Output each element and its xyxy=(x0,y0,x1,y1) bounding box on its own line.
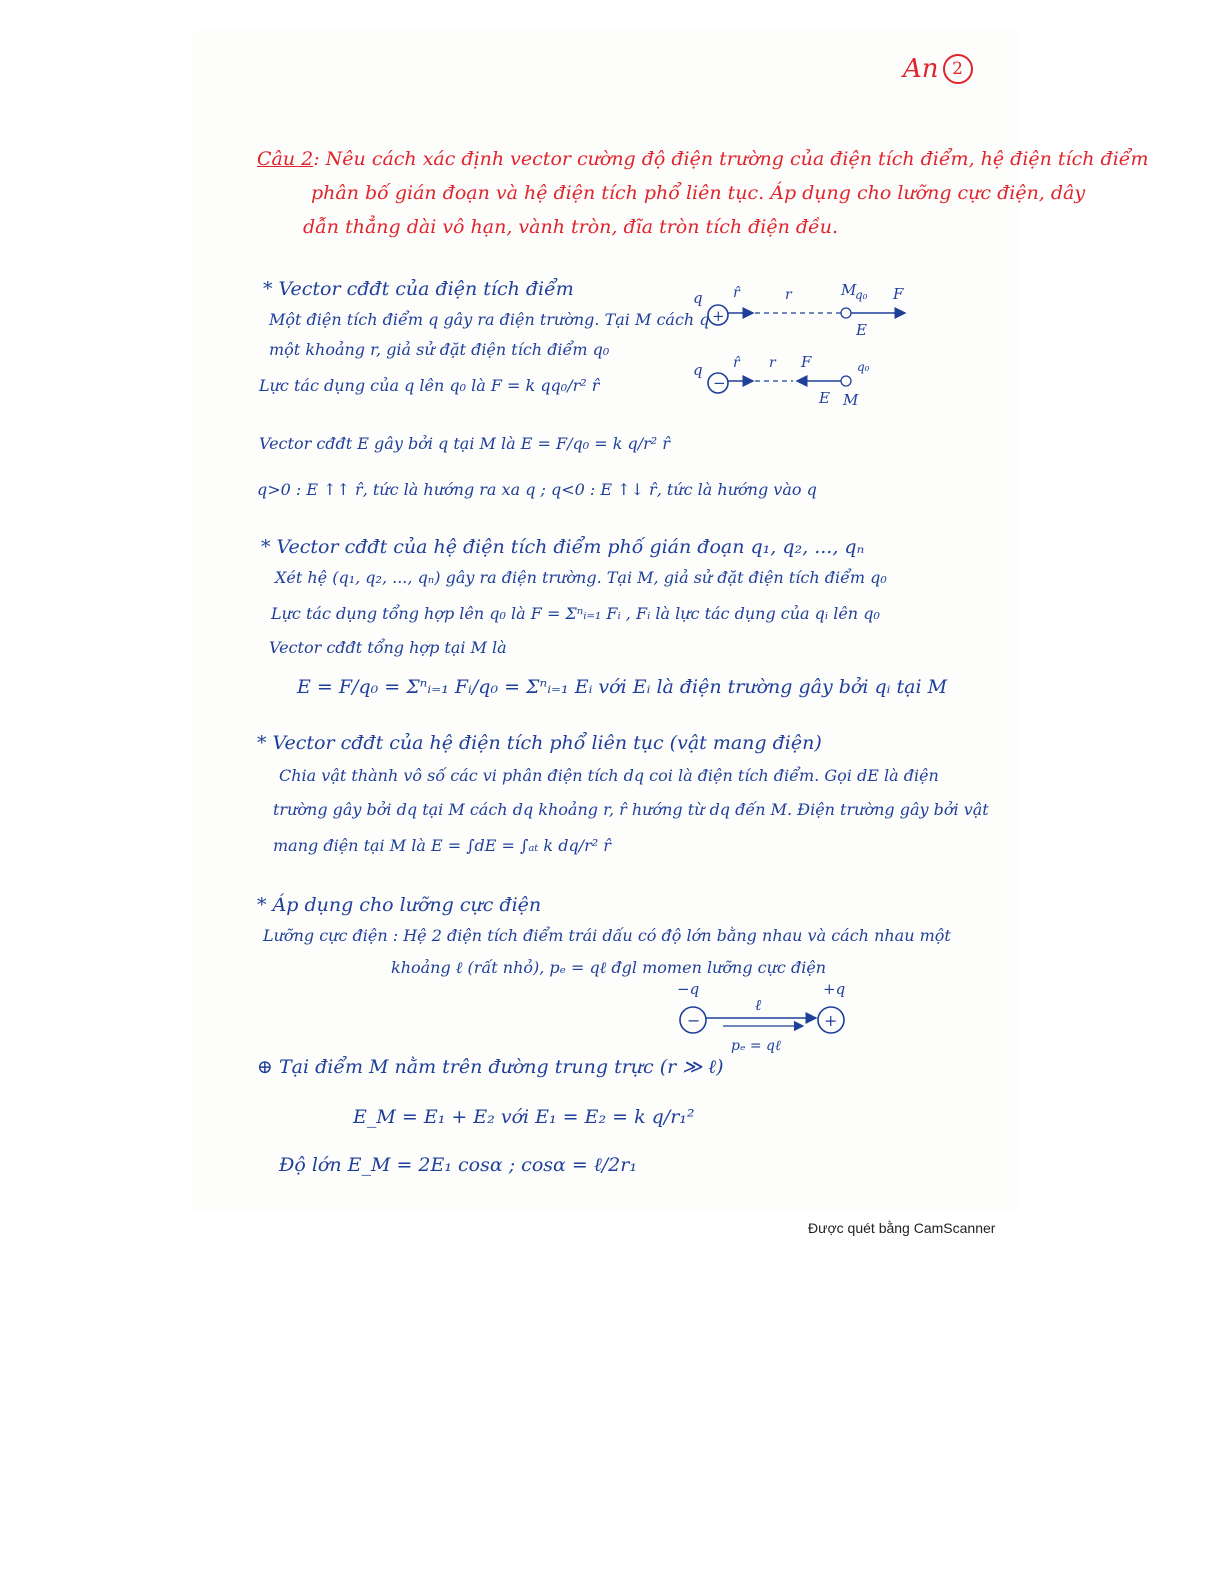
section1-line-5: q>0 : E ↑↑ r̂, tức là hướng ra xa q ; q<0 : E ↑↓ r̂, tức là hướng vào q xyxy=(257,480,817,499)
section5-equation-2: Độ lớn E_M = 2E₁ cosα ; cosα = ℓ/2r₁ xyxy=(279,1154,637,1176)
diag-E-top: E xyxy=(856,321,867,339)
section2-line-2: Lực tác dụng tổng hợp lên q₀ là F = Σⁿᵢ₌₁ Fᵢ , Fᵢ là lực tác dụng của qᵢ lên q₀ xyxy=(271,604,880,623)
section4-title: * Áp dụng cho lưỡng cực điện xyxy=(257,894,542,916)
dipole-diagram xyxy=(673,978,873,1058)
section5-title: ⊕ Tại điểm M nằm trên đường trung trực (r ≫ ℓ) xyxy=(257,1056,724,1078)
section2-line-3: Vector cđđt tổng hợp tại M là xyxy=(269,638,507,657)
diag-r-top: r xyxy=(785,287,792,303)
diag-F-top: F xyxy=(893,285,904,303)
dipole-pe-label: pₑ = qℓ xyxy=(731,1038,781,1054)
diag-q-bottom: q xyxy=(693,361,703,379)
question-line-1 xyxy=(257,148,1149,170)
section2-line-1: Xét hệ (q₁, q₂, ..., qₙ) gây ra điện trường. Tại M, giả sử đặt điện tích điểm q₀ xyxy=(275,568,887,587)
section1-line-4: Vector cđđt E gây bởi q tại M là E = F/q₀ = k q/r² r̂ xyxy=(259,434,670,453)
section3-line-1: Chia vật thành vô số các vi phân điện tích dq coi là điện tích điểm. Gọi dE là điện xyxy=(279,766,939,785)
section3-line-3: mang điện tại M là E = ∫dE = ∫ₐₜ k dq/r² r̂ xyxy=(273,836,611,855)
dipole-l-label: ℓ xyxy=(755,996,762,1014)
diag-minus: − xyxy=(713,374,726,392)
dipole-plus: + xyxy=(824,1011,838,1030)
question-line-2: phân bố gián đoạn và hệ điện tích phổ liên tục. Áp dụng cho lưỡng cực điện, dây xyxy=(311,182,1086,204)
dipole-neg-label: −q xyxy=(677,980,700,998)
section2-equation: E = F/q₀ = Σⁿᵢ₌₁ Fᵢ/q₀ = Σⁿᵢ₌₁ Eᵢ với Eᵢ là điện trường gây bởi qᵢ tại M xyxy=(297,676,948,698)
question-label: Câu 2 xyxy=(257,148,314,170)
scanned-page xyxy=(193,30,1149,1212)
section1-title: * Vector cđđt của điện tích điểm xyxy=(263,278,574,300)
dipole-pos-label: +q xyxy=(823,980,846,998)
author-name: An xyxy=(903,54,939,84)
section1-line-2: một khoảng r, giả sử đặt điện tích điểm q₀ xyxy=(269,340,610,359)
diag-E-bottom: E xyxy=(819,389,830,407)
section2-title: * Vector cđđt của hệ điện tích điểm phố gián đoạn q₁, q₂, ..., qₙ xyxy=(261,536,865,558)
diag-r-bottom: r xyxy=(769,355,776,371)
camscanner-footer: Được quét bằng CamScanner xyxy=(808,1220,996,1236)
diag-F-bottom: F xyxy=(801,353,812,371)
test-charge-top xyxy=(841,308,851,318)
diag-plus: + xyxy=(712,307,725,325)
page-number-circle: 2 xyxy=(943,54,973,84)
question-line-3: dẫn thẳng dài vô hạn, vành tròn, đĩa tròn tích điện đều. xyxy=(303,216,839,238)
diag-M-top: M xyxy=(841,281,857,299)
section3-title: * Vector cđđt của hệ điện tích phổ liên tục (vật mang điện) xyxy=(257,732,822,754)
section3-line-2: trường gây bởi dq tại M cách dq khoảng r, r̂ hướng từ dq đến M. Điện trường gây bởi vật xyxy=(273,800,989,819)
dipole-minus: − xyxy=(687,1011,701,1030)
author-badge xyxy=(903,54,973,84)
section1-line-1: Một điện tích điểm q gây ra điện trường. Tại M cách q xyxy=(269,310,710,329)
diag-rhat-top: r̂ xyxy=(733,285,740,301)
section5-equation-1: E_M = E₁ + E₂ với E₁ = E₂ = k q/r₁² xyxy=(353,1106,695,1128)
diag-rhat-bottom: r̂ xyxy=(733,355,740,371)
diag-M-bottom: M xyxy=(843,391,859,409)
question-text-1: : Nêu cách xác định vector cường độ điện trường của điện tích điểm, hệ điện tích điểm xyxy=(313,148,1149,170)
point-charge-diagram xyxy=(693,275,923,425)
section4-line-1: Lưỡng cực điện : Hệ 2 điện tích điểm trái dấu có độ lớn bằng nhau và cách nhau một xyxy=(263,926,951,945)
test-charge-bottom xyxy=(841,376,851,386)
diag-q0-bottom: q₀ xyxy=(857,360,870,374)
section1-line-3: Lực tác dụng của q lên q₀ là F = k qq₀/r² r̂ xyxy=(259,376,600,395)
diag-q0-top: q₀ xyxy=(855,288,868,302)
diag-q-top: q xyxy=(693,289,703,307)
section4-line-2: khoảng ℓ (rất nhỏ), pₑ = qℓ đgl momen lưỡng cực điện xyxy=(391,958,827,977)
